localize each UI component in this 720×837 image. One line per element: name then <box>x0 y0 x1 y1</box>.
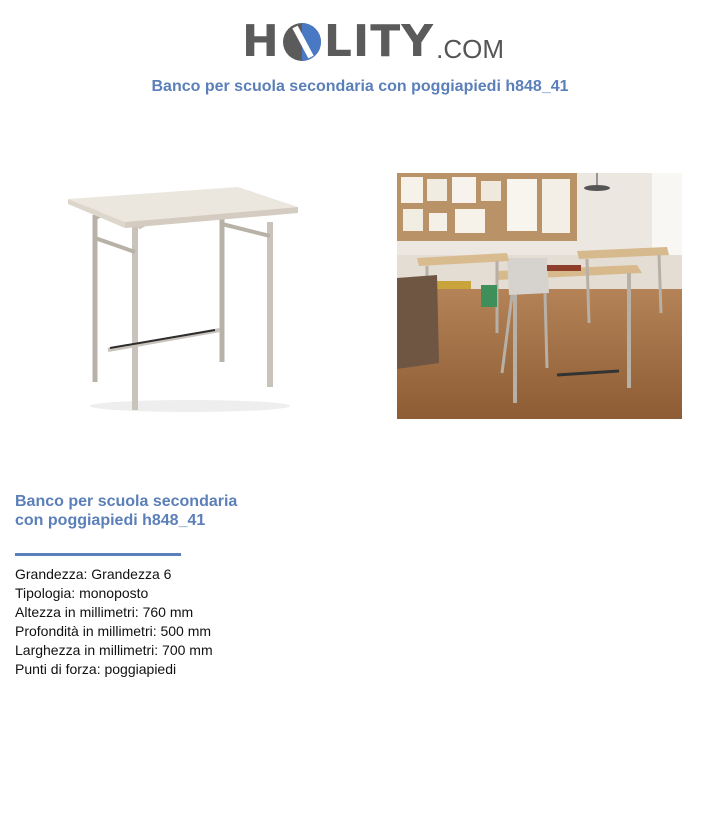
title-divider <box>15 553 181 556</box>
spec-type: Tipologia: monoposto <box>15 585 149 601</box>
spec-list <box>15 565 213 679</box>
product-title: Banco per scuola secondaria con poggiapiedi h848_41 <box>15 493 238 529</box>
logo-o-icon <box>281 21 323 63</box>
page-title: Banco per scuola secondaria con poggiapiedi h848_41 <box>151 78 569 95</box>
spec-depth: Profondità in millimetri: 500 mm <box>15 623 212 639</box>
spec-strengths: Punti di forza: poggiapiedi <box>15 661 177 677</box>
spec-height: Altezza in millimetri: 760 mm <box>15 604 194 620</box>
desk-product-image <box>60 170 310 430</box>
logo-prefix: H <box>242 16 280 67</box>
spec-width: Larghezza in millimetri: 700 mm <box>15 642 213 658</box>
holity-logo[interactable] <box>242 10 504 66</box>
classroom-photo <box>397 173 682 419</box>
logo-suffix: LITY <box>323 16 435 67</box>
logo-domain: .COM <box>436 34 505 64</box>
spec-size: Grandezza: Grandezza 6 <box>15 566 172 582</box>
